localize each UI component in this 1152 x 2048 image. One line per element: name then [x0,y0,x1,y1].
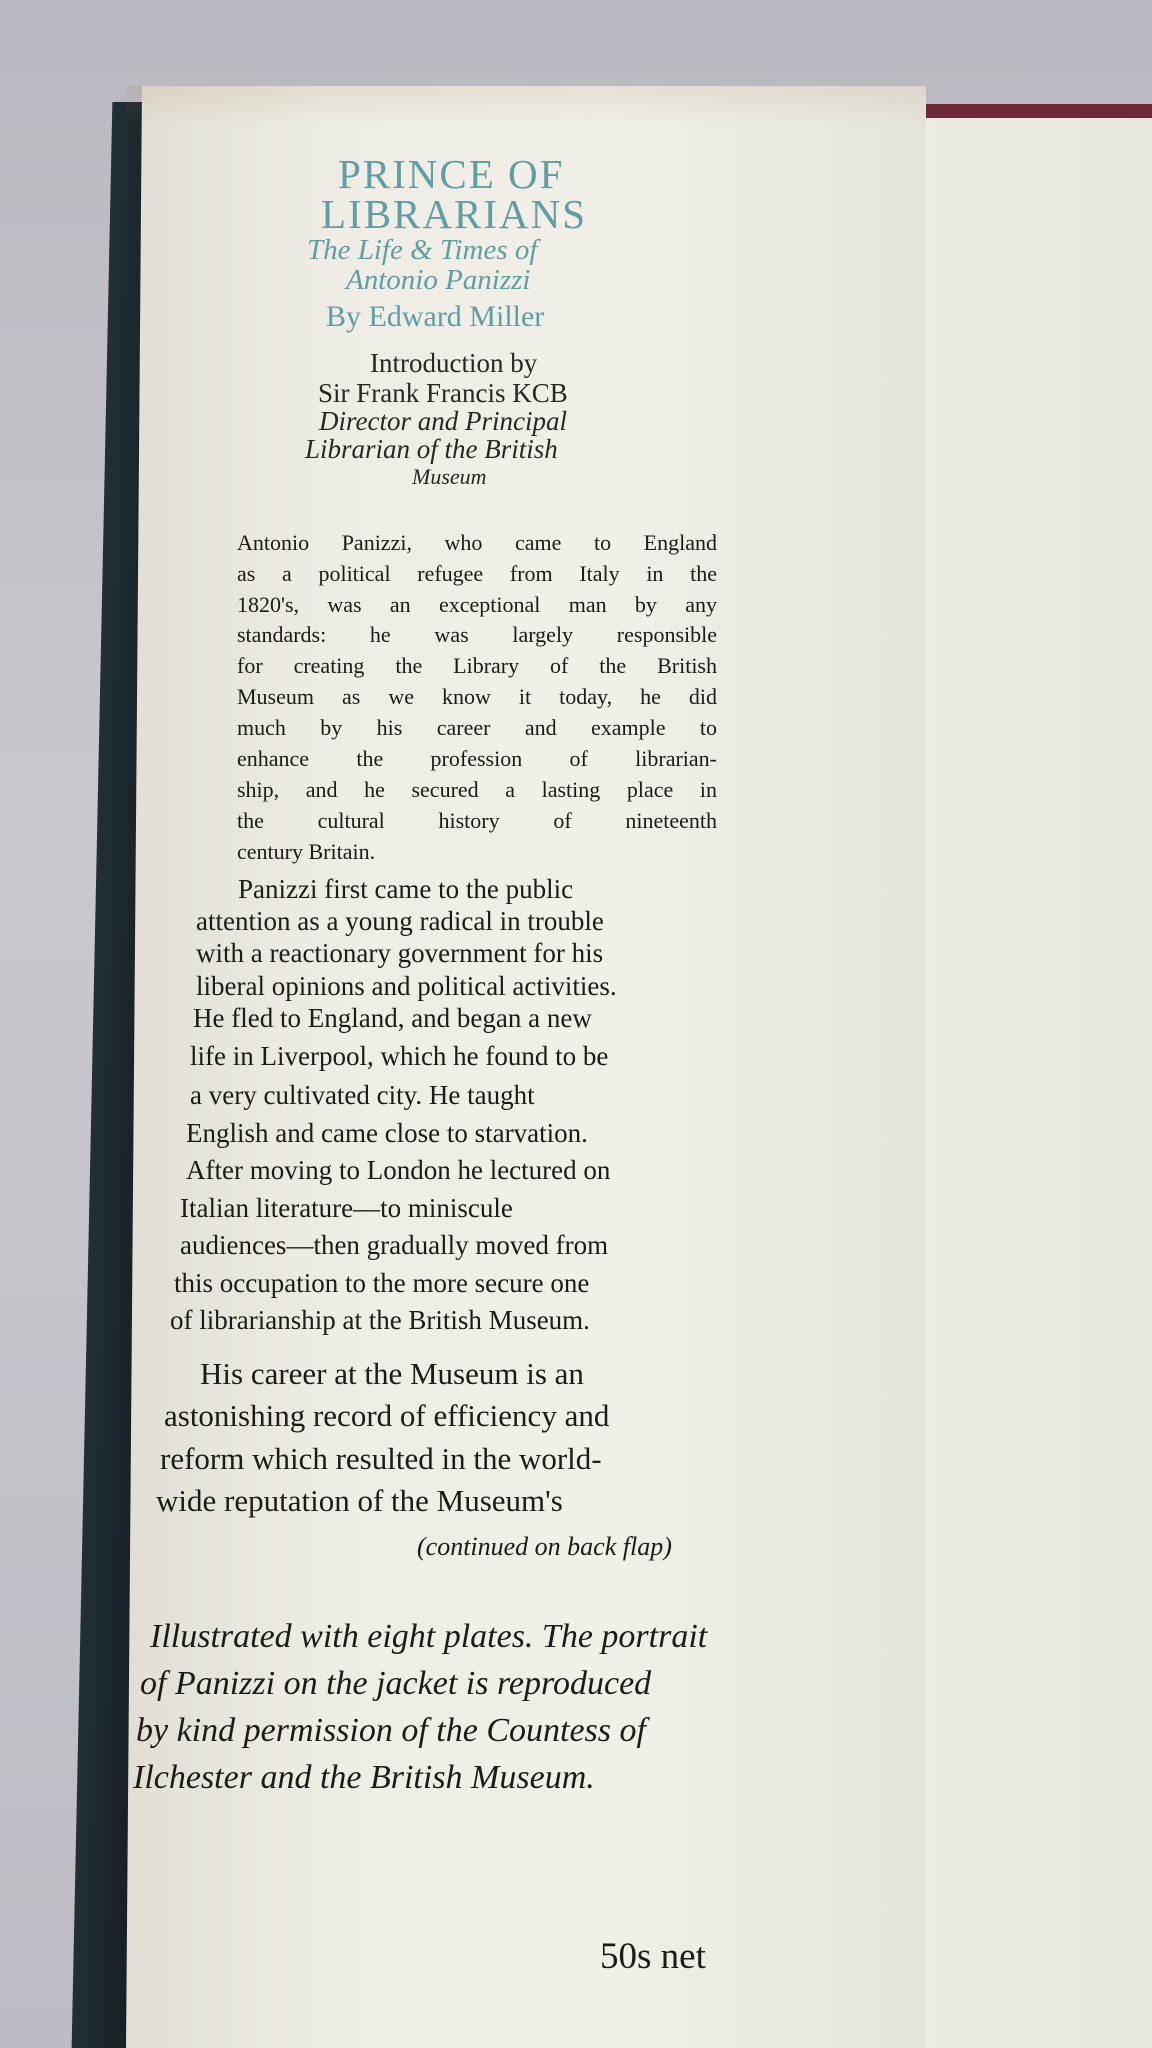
text-line: Panizzi first came to the public [238,874,574,904]
price-label: 50s net [600,1936,706,1977]
text-line: of Panizzi on the jacket is reproduced [140,1665,652,1702]
text-line: audiences—then gradually moved from [180,1230,609,1260]
text-line: astonishing record of efficiency and [164,1398,610,1433]
text-line: standards: he was largely responsible [237,622,717,647]
title-line-2: LIBRARIANS [321,191,588,237]
author-line: By Edward Miller [326,300,545,333]
text-line: as a political refugee from Italy in the [237,561,717,586]
text-line: He fled to England, and began a new [193,1003,592,1033]
intro-line: Sir Frank Francis KCB [318,378,568,408]
text-line: century Britain. [237,839,376,864]
text-line: liberal opinions and political activities. [196,971,617,1001]
intro-line: Librarian of the British [305,434,558,464]
text-line: of librarianship at the British Museum. [170,1305,590,1335]
text-line: reform which resulted in the world- [160,1441,602,1476]
text-line: ship, and he secured a lasting place in [237,777,717,802]
text-line: Ilchester and the British Museum. [133,1759,595,1796]
text-line: enhance the profession of librarian- [237,746,717,771]
text-line: His career at the Museum is an [200,1356,584,1391]
text-line: with a reactionary government for his [196,938,604,968]
intro-line: Director and Principal [319,406,567,436]
intro-line: Museum [412,464,487,489]
title-line-1: PRINCE OF [338,151,565,197]
text-line: much by his career and example to [237,715,717,740]
text-line: life in Liverpool, which he found to be [190,1041,609,1071]
text-line: the cultural history of nineteenth [237,808,717,833]
text-line: attention as a young radical in trouble [196,906,604,936]
text-line: Antonio Panizzi, who came to England [237,530,717,555]
text-line: for creating the Library of the British [237,653,717,678]
subtitle-line-2: Antonio Panizzi [346,264,531,296]
text-line: Illustrated with eight plates. The portrait [150,1618,708,1655]
text-line: English and came close to starvation. [186,1118,588,1148]
text-line: a very cultivated city. He taught [190,1080,535,1110]
text-line: by kind permission of the Countess of [136,1712,646,1749]
text-line: 1820's, was an exceptional man by any [237,592,717,617]
text-line: Museum as we know it today, he did [237,684,717,709]
intro-line: Introduction by [370,348,538,378]
continued-note: (continued on back flap) [417,1532,672,1561]
text-line: wide reputation of the Museum's [156,1483,563,1518]
subtitle-line-1: The Life & Times of [307,234,538,266]
text-line: Italian literature—to miniscule [180,1193,513,1223]
text-line: this occupation to the more secure one [174,1268,590,1298]
text-line: After moving to London he lectured on [186,1155,611,1185]
